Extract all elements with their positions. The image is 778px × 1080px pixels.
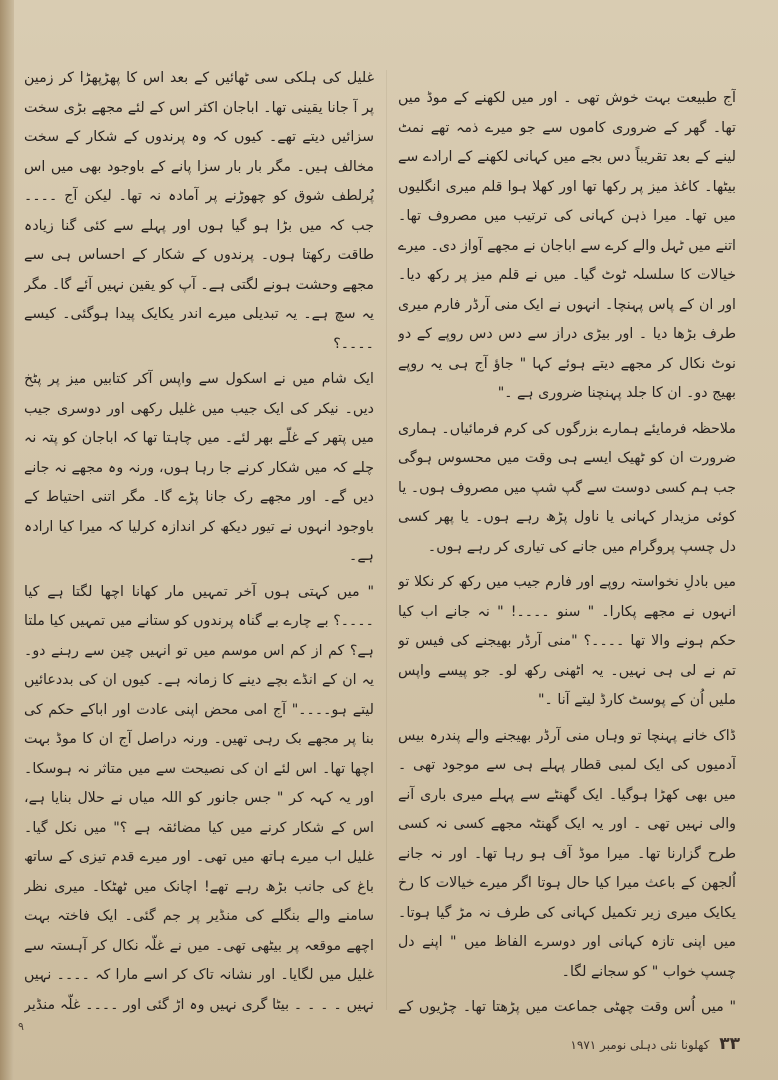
paragraph: " میں اُس وقت چھٹی جماعت میں پڑھتا تھا۔ چڑیوں کے [398,999,736,1015]
paragraph: ڈاک خانے پہنچا تو وہاں منی آرڈر بھیجنے والے پندرہ بیس آدمیوں کی ایک لمبی قطار پہلے ہی سے موجود تھی ۔ میں بھی کھڑا ہوگیا۔ ایک گھنٹے سے پہلے میری باری آنے والی نہیں تھی ۔ اور یہ ایک گھنٹہ مجھے کسی نہ کسی طرح گزارنا تھا۔ میرا موڈ آف ہو رہا تھا۔ اور نہ جانے اُلجھن کے باعث میرا کیا حال ہوتا اگر میرے خیالات کا رخ یکایک میری زیر تکمیل کہانی کی طرف نہ مڑ گیا ہوتا۔ میں اپنی تازہ کہانی اور دوسرے الفاظ میں " اپنے دل چسپ خواب " کو سجانے لگا۔ [398,727,736,980]
footer-publication: کھلونا نئی دہلی نومبر ۱۹۷۱ [570,1038,710,1052]
right-text-column [398,84,736,1016]
paragraph: آج طبیعت بہت خوش تھی ۔ اور میں لکھنے کے موڈ میں تھا۔ گھر کے ضروری کاموں سے جو میرے ذمہ تھے نمٹ لینے کے بعد تقریباً دس بجے میں کہانی لکھنے کے ارادے سے بیٹھا۔ کاغذ میز پر رکھا تھا اور کھلا ہوا قلم میری انگلیوں میں تھا۔ میرا ذہن کہانی کی ترتیب میں مصروف تھا۔ اتنے میں ٹہل والے کرے سے اباجان نے مجھے آواز دی۔ میرے خیالات کا سلسلہ ٹوٹ گیا۔ میں نے قلم میز پر رکھ دیا۔ اور ان کے پاس پہنچا۔ انہوں نے ایک منی آرڈر فارم میری طرف بڑھا دیا ۔ اور بیڑی دراز سے دس دس روپے کے دو نوٹ نکال کر مجھے دیتے ہوئے کہا " جاؤ آج ہی یہ روپے بھیج دو۔ ان کا جلد پہنچنا ضروری ہے ۔" [398,90,736,401]
column-gutter [386,70,387,1010]
corner-mark: ۹ [18,1020,24,1033]
page-number: ۳۳ [719,1034,740,1054]
page-footer [540,1034,740,1058]
paragraph: ایک شام میں نے اسکول سے واپس آکر کتابیں میز پر پٹخ دیں۔ نیکر کی ایک جیب میں غلیل رکھی اور دوسری جیب میں پتھر کے غلّے بھر لئے۔ میں چاہتا تھا کہ اباجان کو پتہ نہ چلے کہ میں شکار کرنے جا رہا ہوں، ورنہ وہ مجھے نہ جانے دیں گے۔ اور مجھے رک جانا پڑے گا۔ مگر اتنی احتیاط کے باوجود انہوں نے تیور دیکھ کر اندازہ کرلیا کہ میرا کیا ارادہ ہے۔ [24,371,374,564]
left-text-column [24,64,374,1024]
page-binding-edge [0,0,14,1080]
paragraph: " میں کہتی ہوں آخر تمہیں مار کھانا اچھا لگتا ہے کیا ۔۔۔۔؟ بے چارے بے گناہ پرندوں کو ستانے میں تمہیں کیا ملتا ہے؟ کم از کم اس موسم میں تو انہیں چین سے رہنے دو۔ یہ ان کے انڈے بچے دینے کا زمانہ ہے۔ کیوں ان کی بددعائیں لیتے ہو۔۔۔۔" آج امی محض اپنی عادت اور اباکے حکم کی بنا پر مجھے بک رہی تھیں۔ ورنہ دراصل آج ان کا موڈ بہت اچھا تھا۔ اس لئے ان کی نصیحت سے میں متاثر نہ ہوسکا۔ اور یہ کہہ کر " جس جانور کو اللہ میاں نے حلال بنایا ہے، اس کے شکار کرنے میں کیا مضائقہ ہے ؟" میں نکل گیا۔ غلیل اب میرے ہاتھ میں تھی۔ اور میرے قدم تیزی کے ساتھ باغ کی جانب بڑھ رہے تھے! اچانک میں ٹھٹکا۔ میری نظر سامنے والے بنگلے کی منڈیر پر جم گئی۔ ایک فاختہ بہت اچھے موقعہ پر بیٹھی تھی۔ میں نے غلّہ نکال کر آہستہ سے غلیل میں لگایا۔ اور نشانہ تاک کر اسے مارا کہ ۔۔۔۔ نہیں نہیں ۔ ۔ ۔ ۔ بیٹا گری نہیں وہ اڑ گئی اور ۔۔۔۔ غلّہ منڈیر [24,583,374,1013]
paragraph: غلیل کی ہلکی سی ٹھائیں کے بعد اس کا پھڑپھڑا کر زمین پر آ جانا یقینی تھا۔ اباجان اکثر اس کے لئے مجھے بڑی سخت سزائیں دیتے تھے۔ کیوں کہ وہ پرندوں کے شکار کے سخت مخالف ہیں۔ مگر بار بار سزا پانے کے باوجود بھی میں اس پُرلطف شوق کو چھوڑنے پر آمادہ نہ تھا۔ لیکن آج ۔۔۔۔ جب کہ میں بڑا ہو گیا ہوں اور پہلے سے کئی گنا زیادہ طاقت رکھتا ہوں۔ پرندوں کے شکار کے احساس ہی سے مجھے وحشت ہونے لگتی ہے۔ آپ کو یقین نہیں آئے گا۔ مگر یہ سچ ہے۔ یہ تبدیلی میرے اندر یکایک پیدا ہوگئی۔ کیسے ۔۔۔۔؟ [24,70,374,352]
paragraph: میں بادلِ نخواستہ روپے اور فارم جیب میں رکھ کر نکلا تو انہوں نے مجھے پکارا۔ " سنو ۔۔۔۔! " نہ جانے اب کیا حکم ہونے والا تھا ۔۔۔۔؟ "منی آرڈر بھیجنے کی فیس تو تم نے لی ہی نہیں۔ یہ اٹھنی رکھ لو۔ جو پیسے واپس ملیں اُن کے پوسٹ کارڈ لیتے آنا ۔" [398,574,736,708]
paragraph: ملاحظہ فرمایئے ہمارے بزرگوں کی کرم فرمائیاں۔ ہماری ضرورت ان کو ٹھیک ایسے ہی وقت میں محسوس ہوگی جب ہم کسی دوست سے گپ شپ میں مصروف ہوں۔ یا کوئی مزیدار کہانی یا ناول پڑھ رہے ہوں۔ یا پھر کسی دل چسپ پروگرام میں جانے کی تیاری کر رہے ہوں۔ [398,420,736,555]
